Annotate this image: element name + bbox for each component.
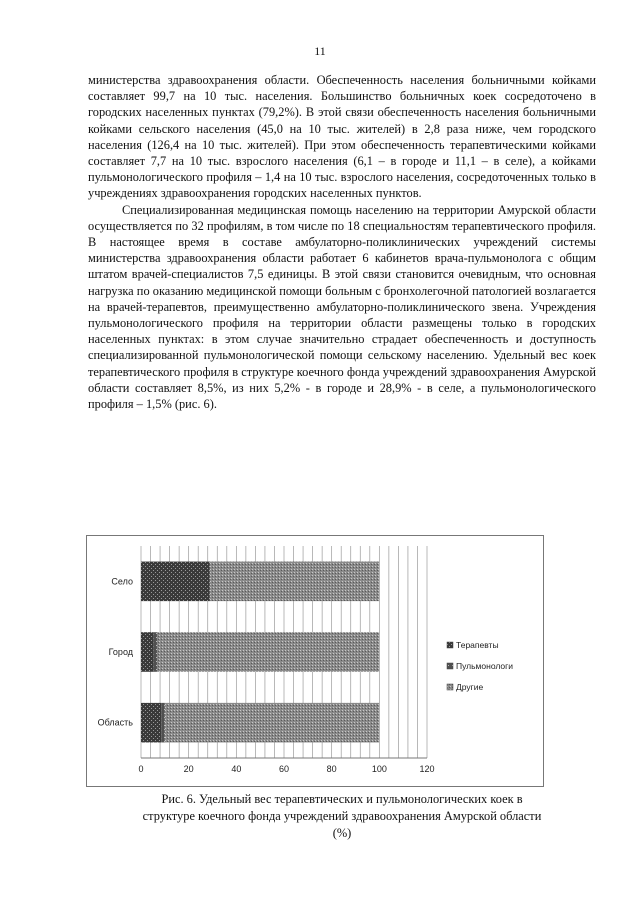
legend-label: Другие bbox=[456, 682, 484, 692]
x-tick-label: 60 bbox=[278, 764, 290, 774]
caption-line-3: (%) bbox=[332, 826, 352, 840]
legend-swatch bbox=[447, 642, 453, 648]
bar-segment bbox=[165, 703, 380, 743]
x-tick-label: 80 bbox=[326, 764, 337, 774]
bar-segment bbox=[153, 632, 157, 672]
legend-label: Терапевты bbox=[456, 640, 499, 650]
caption-line-2: структуре коечного фонда учреждений здравоохранения Амурской области bbox=[142, 809, 542, 823]
legend-swatch bbox=[447, 663, 453, 669]
body-text bbox=[88, 72, 596, 412]
legend-label: Пульмонологи bbox=[456, 661, 513, 671]
category-label: Город bbox=[108, 647, 133, 657]
paragraph-1: министерства здравоохранения области. Обеспеченность населения больничными койками составляет 99,7 на 10 тыс. населения. Большинство больничных коек сосредоточено в городских населенных пунктах (79,2%). В этой связи обеспеченность населения больничными койками сельского населения (45,0 на 10 тыс. жителей) в 2,8 раза ниже, чем городского населения (126,4 на 10 тыс. жителей). При этом обеспеченность терапевтическими койками составляет 7,7 на 10 тыс. взрослого населения (6,1 – в городе и 11,1 – в селе), а койками пульмонологического профиля – 1,4 на 10 тыс. взрослого населения, сосредоточенных только в учреждениях здравоохранения городских населенных пунктов. bbox=[88, 73, 596, 201]
category-label: Село bbox=[111, 576, 133, 587]
category-label: Область bbox=[97, 717, 133, 728]
x-tick-label: 40 bbox=[231, 764, 242, 774]
bar-segment bbox=[141, 632, 153, 672]
figure-caption bbox=[88, 791, 596, 842]
figure-6-chart bbox=[86, 535, 544, 787]
page-number: 11 bbox=[314, 44, 326, 58]
x-tick-label: 120 bbox=[419, 764, 435, 774]
x-tick-label: 100 bbox=[371, 764, 387, 774]
bar-segment bbox=[210, 562, 379, 602]
bar-segment bbox=[141, 703, 161, 743]
bar-segment bbox=[141, 562, 210, 602]
x-tick-label: 20 bbox=[183, 764, 194, 774]
paragraph-2: Специализированная медицинская помощь населению на территории Амурской области осуществляется по 32 профилям, в том числе по 18 специальностям терапевтического профиля. В настоящее время в составе амбулаторно-поликлинических учреждений системы министерства здравоохранения области работает 6 кабинетов врача-пульмонолога с общим штатом врачей-специалистов 7,5 единицы. В этой связи становится очевидным, что основная нагрузка по оказанию медицинской помощи больным с бронхолегочной патологией возлагается на врачей-терапевтов, преимущественно амбулаторно-поликлинического звена. Учреждения пульмонологического профиля на территории области размещены только в городских населенных пунктах: в этом случае значительно страдает обеспеченность и доступность специализированной пульмонологической помощи сельскому населению. Удельный вес коек терапевтического профиля в структуре коечного фонда учреждений здравоохранения Амурской области составляет 8,5%, из них 5,2% - в городе и 28,9% - в селе, а пульмонологического профиля – 1,5% (рис. 6). bbox=[88, 202, 596, 412]
bar-segment bbox=[161, 703, 165, 743]
chart-svg bbox=[87, 536, 543, 786]
bar-segment bbox=[157, 632, 379, 672]
legend-swatch bbox=[447, 684, 453, 690]
caption-line-1: Рис. 6. Удельный вес терапевтических и пульмонологических коек в bbox=[161, 792, 523, 806]
x-tick-label: 0 bbox=[138, 764, 144, 774]
